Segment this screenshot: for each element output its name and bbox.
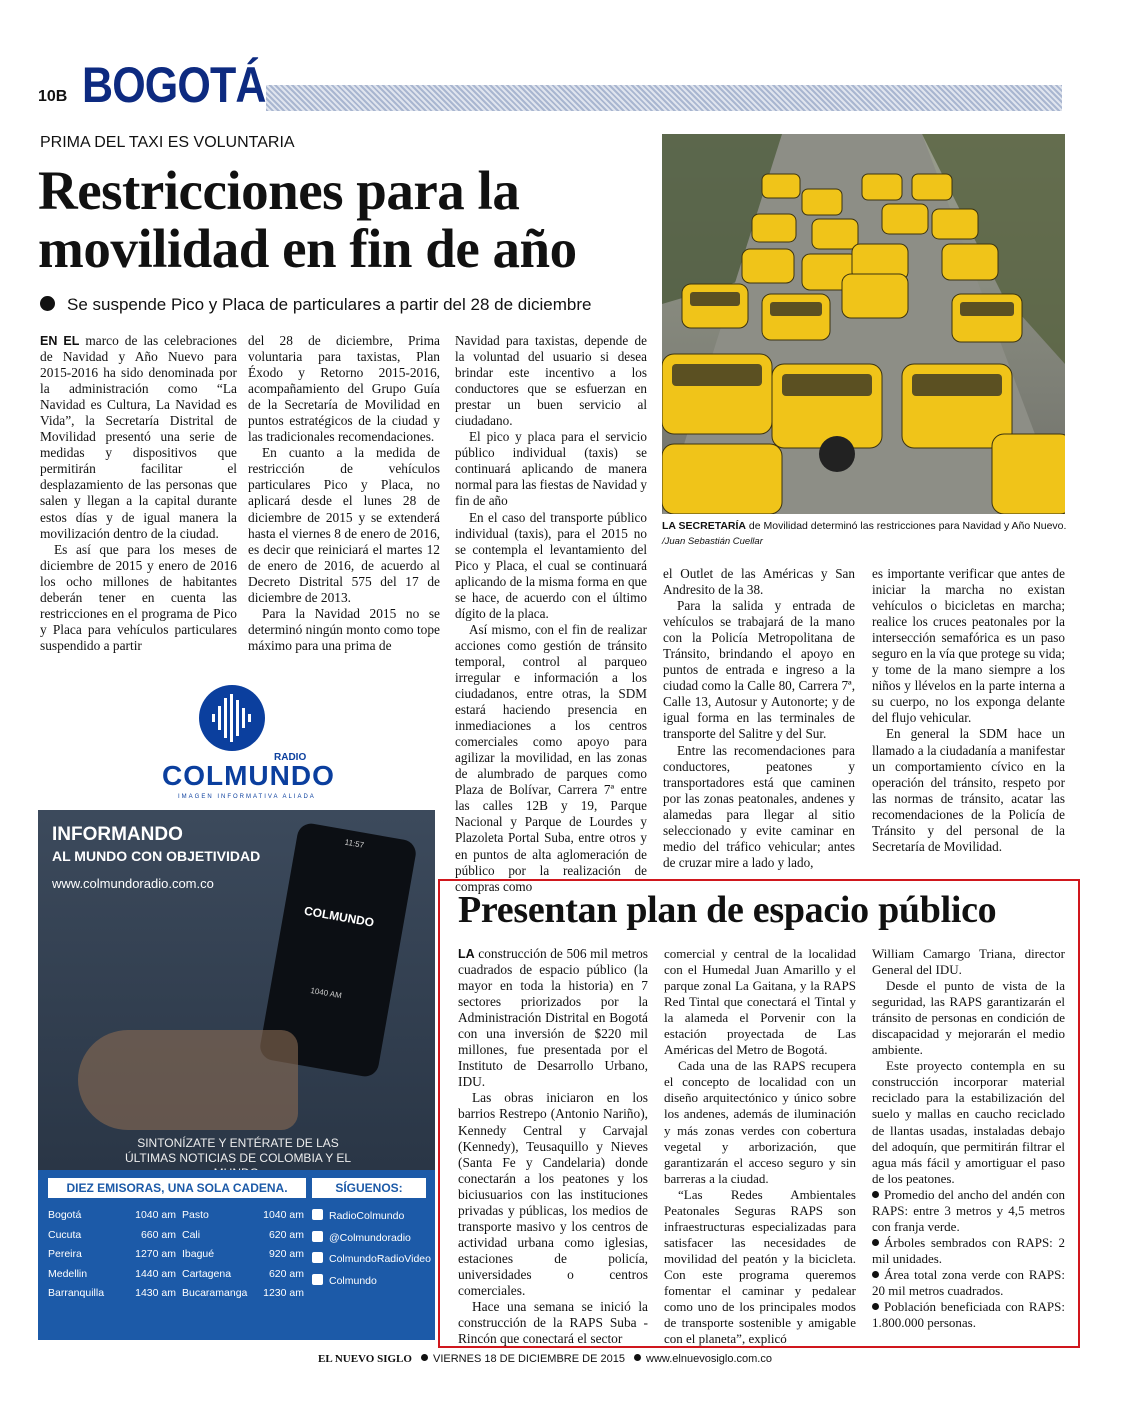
- ad-slogan: SINTONÍZATE Y ENTÉRATE DE LAS ÚLTIMAS NOTICIAS DE COLOMBIA Y EL: [124, 1136, 352, 1165]
- bullet-dot-icon: [872, 1303, 879, 1310]
- social-item[interactable]: [312, 1228, 432, 1250]
- station-city: Cali: [182, 1228, 201, 1241]
- paragraph: Así mismo, con el fin de realizar acciones como gestión de tránsito temporal, control al parqueo irregular e información a los ciudadanos, entre otras, la SDM estará haciendo presencia en inmediaciones a los centros comerciales como apoyo para agilizar la movilidad, en las zonas de alumbrado de parques como Plaza de Bolívar, Carrera 7ª entre las calles 12B y 19, Parque Nacional y Parque de Lourdes y Plazoleta Portal Suba, entre otros y en puntos de alta aglomeración de público por la realización de compras como: [455, 621, 647, 894]
- ad-url[interactable]: www.colmundoradio.com.co: [52, 876, 214, 891]
- box-article-title: Presentan plan de espacio público: [458, 889, 997, 931]
- phone-frequency: 1040 AM: [309, 985, 343, 1001]
- station-city: Pasto: [182, 1209, 209, 1221]
- header-pattern-band: [266, 85, 1062, 111]
- fact-bullet: Árboles sembrados con RAPS: 2 mil unidades.: [872, 1234, 1065, 1266]
- paragraph: El pico y placa para el servicio público individual (taxis) se continuará aplicando de manera normal para las fiestas de Navidad y fin de año: [455, 429, 647, 509]
- phone-brand: COLMUNDO: [303, 903, 376, 930]
- article-column-5: [872, 566, 1065, 855]
- subheadline-text: Se suspende Pico y Placa de particulares a partir del 28 de diciembre: [67, 295, 592, 314]
- colmundo-ad[interactable]: [38, 660, 435, 1340]
- article-column-2: [248, 333, 440, 654]
- station-city: Cucuta: [48, 1228, 82, 1241]
- phone-time: 11:57: [344, 837, 365, 850]
- hand-image: [78, 1030, 298, 1130]
- facebook-icon: [312, 1209, 323, 1220]
- footer-dot-icon: [634, 1354, 641, 1361]
- paragraph: En cuanto a la medida de restricción de vehículos particulares Pico y Placa, no aplicará desde el lunes 28 de diciembre de 2015 y se extenderá hasta el viernes 8 de enero de 2016, es decir que reiniciará el martes 12 de enero de 2016, de acuerdo al Decreto Distrital 575 del 17 de diciembre de 2013.: [248, 445, 440, 605]
- ad-logo-panel: [38, 660, 435, 810]
- box-column-2: [664, 946, 856, 1347]
- page-number: 10B: [38, 88, 68, 105]
- paragraph: En el caso del transporte público individual (taxis), para el 2015 no se contempla el levantamiento del Pico y Placa, el cual se continuará aplicando de la misma forma en que se hace, de acuerdo con el último dígito de la placa.: [455, 509, 647, 621]
- paragraph: Navidad para taxistas, depende de la voluntad del usuario si desea brindar este incentivo a los conductores que se esfuerzan en prestar un buen servicio al ciudadano.: [455, 333, 647, 429]
- station-row: [48, 1265, 308, 1285]
- article-column-1: [40, 333, 237, 654]
- station-row: [48, 1206, 308, 1226]
- lead-word: LA: [458, 947, 475, 961]
- article-kicker: PRIMA DEL TAXI ES VOLUNTARIA: [40, 134, 295, 151]
- station-freq: 620 am: [268, 1267, 304, 1280]
- station-city: Ibagué: [182, 1248, 215, 1260]
- fact-bullet: Promedio del ancho del andén con RAPS: entre 3 metros y 4,5 metros con franja verde.: [872, 1186, 1065, 1234]
- social-list: [312, 1206, 432, 1292]
- paragraph: Cada una de las RAPS recupera el concepto de localidad con un diseño arquitectónico y único sobre los andenes, además de iluminación y más zonas verdes con cobertura vegetal y arborización, que garantizarán el acceso seguro y sin barreras a la ciudad.: [664, 1058, 856, 1186]
- paragraph: Hace una semana se inició la construcción de la RAPS Suba - Rincón que conectará el sector: [458, 1299, 648, 1347]
- bullet-dot-icon: [872, 1239, 879, 1246]
- ad-brand-tagline: IMAGEN INFORMATIVA ALIADA: [178, 794, 316, 800]
- footer-dot-icon: [421, 1354, 428, 1361]
- photo-caption: LA SECRETARÍA de Movilidad determinó las restricciones para Navidad y Año Nuevo. /Juan Sebastián Cuellar: [662, 520, 1067, 547]
- station-freq: 1430 am: [135, 1287, 176, 1299]
- paragraph: Para la salida y entrada de vehículos se trabajará de la mano con la Policía Metropolitana de Tránsito, brindando el apoyo en puntos de entrada e ingreso a la ciudad como la Calle 80, Carrera 7ª, Calle 13, Autosur y Autonorte; y de igual forma en las terminales de transporte del Salitre y del Sur.: [663, 598, 855, 742]
- paragraph: Entre las recomendaciones para conductores, peatones y transportadores está que caminen por las zonas peatonales, andenes y alamedas para llegar al sitio seleccionado y evite caminar en medio del tráfico vehicular; antes de cruzar mire a lado y lado,: [663, 742, 855, 870]
- box-column-3: [872, 946, 1065, 1331]
- bullet-dot-icon: [872, 1271, 879, 1278]
- article-headline: Restricciones para la movilidad en fin de año: [38, 160, 577, 279]
- station-city: Bogotá: [48, 1209, 82, 1221]
- paragraph: el Outlet de las Américas y San Andresito de la 38.: [663, 566, 855, 598]
- section-title: BOGOTÁ: [82, 57, 266, 113]
- station-city: Cartagena: [182, 1267, 232, 1280]
- ad-headline-2: AL MUNDO CON OBJETIVIDAD: [52, 848, 261, 864]
- lead-word: EN EL: [40, 334, 80, 348]
- bullet-dot-icon: [872, 1191, 879, 1198]
- social-label: Colmundo: [329, 1274, 377, 1287]
- social-item[interactable]: [312, 1206, 432, 1228]
- station-freq: 1040 am: [135, 1209, 176, 1221]
- youtube-icon: [312, 1252, 323, 1263]
- follow-title: SÍGUENOS:: [312, 1178, 426, 1198]
- social-label: RadioColmundo: [329, 1210, 405, 1222]
- station-freq: 1230 am: [263, 1287, 304, 1299]
- footer-website[interactable]: www.elnuevosiglo.com.co: [646, 1353, 772, 1365]
- paragraph: del 28 de diciembre, Prima voluntaria para taxistas, Plan Éxodo y Retorno 2015-2016, acompañamiento del Grupo Guía de la Secretaría de Movilidad en puntos estratégicos de la ciudad y las tradicionales recomendaciones.: [248, 333, 440, 445]
- station-freq: 1440 am: [135, 1267, 176, 1280]
- ad-headline-1: INFORMANDO: [52, 824, 183, 845]
- paragraph: EN EL marco de las celebraciones de Navidad y Año Nuevo para 2015-2016 ha sido denominada por la administración como “La Navidad es Cultura, La Navidad es Vida”, la Secretaría Distrital de Movilidad presentó una serie de medidas y dispositivos que permitirán facilitar el desplazamiento de las personas que salen y llegan a la capital durante estos días y de igual manera la movilización dentro de la ciudad.: [40, 333, 237, 541]
- footer-date: VIERNES 18 DE DICIEMBRE DE 2015: [432, 1353, 625, 1365]
- taxi-traffic-photo: [662, 134, 1065, 514]
- paragraph: “Las Redes Ambientales Peatonales Seguras RAPS son infraestructuras especializadas para satisfacer las necesidades de movilidad del peatón y la bicicleta. Con este programa queremos fomentar el caminar y pedalear como uno de los principales modos de transporte sostenible y amigable con el planeta”, explicó: [664, 1186, 856, 1347]
- paragraph: es importante verificar que antes de iniciar la marcha no existan vehículos o bicicletas en marcha; realice los cruces peatonales por la intersección semafórica es un paso seguro en la vía que protege su vida; y tome de la mano siempre a los niños y llévelos en la parte interna a su cuerpo, no los exponga delante del flujo vehicular.: [872, 566, 1065, 726]
- social-item[interactable]: [312, 1271, 432, 1293]
- fact-bullet: Población beneficiada con RAPS: 1.800.000 personas.: [872, 1299, 1065, 1331]
- article-column-3: [455, 333, 647, 895]
- paragraph: Las obras iniciaron en los barrios Restrepo (Antonio Nariño), Kennedy Central y Carvajal (Kennedy), Teusaquillo y Nieves (Santa Fe y Candelaria) donde conectarán a los peatones y los biciusuarios con las instituciones privadas y públicas, los medios de transporte masivo y los centros de actividad urbana como iglesias, estaciones de policía, universidades o centros comerciales.: [458, 1090, 648, 1298]
- footer-masthead: EL NUEVO SIGLO: [318, 1353, 412, 1365]
- station-row: [48, 1284, 308, 1304]
- ad-brand: COLMUNDO: [162, 760, 335, 791]
- station-city: Pereira: [48, 1248, 82, 1260]
- social-label: @Colmundoradio: [329, 1231, 411, 1244]
- station-freq: 1040 am: [263, 1209, 304, 1221]
- paragraph: LA construcción de 506 mil metros cuadrados de espacio público (la mayor en toda la historia) en 7 sectores priorizados por la Administración Distrital en Bogotá con una inversión de $220 mil millones, fue presentada por el Instituto de Desarrollo Urbano, IDU.: [458, 946, 648, 1090]
- station-freq: 920 am: [268, 1248, 304, 1260]
- photo-credit: /Juan Sebastián Cuellar: [662, 536, 763, 547]
- social-item[interactable]: [312, 1249, 432, 1271]
- article-subheadline: [40, 295, 650, 315]
- paragraph: William Camargo Triana, director General del IDU.: [872, 946, 1065, 978]
- article-column-4: [663, 566, 855, 871]
- station-freq: 620 am: [268, 1228, 304, 1241]
- skype-icon: [312, 1274, 323, 1285]
- twitter-icon: [312, 1231, 323, 1242]
- caption-lead: LA SECRETARÍA: [662, 520, 746, 532]
- paragraph: En general la SDM hace un llamado a la ciudadanía a manifestar un comportamiento cívico en la operación del tránsito, respeto por las normas de tránsito, acatar las recomendaciones de la Policía de Tránsito y del personal de la Secretaría de Movilidad.: [872, 726, 1065, 854]
- paragraph: Es así que para los meses de diciembre de 2015 y enero de 2016 los ocho millones de habitantes deberán tener en cuenta las restricciones en el programa de Pico y Placa para vehículos particulares suspendido a partir: [40, 541, 237, 653]
- paragraph: Desde el punto de vista de la seguridad, las RAPS garantizarán el tránsito de personas en condición de discapacidad y mejorarán el medio ambiente.: [872, 978, 1065, 1058]
- stations-list: [48, 1206, 308, 1304]
- paragraph: Este proyecto contempla en su construcción incorporar material reciclado para la estabilización del suelo y mallas en caucho reciclado de llantas usadas, instaladas debajo del adoquín, que permitirán filtrar el agua más fácil y amortiguar el paso de los peatones.: [872, 1058, 1065, 1186]
- box-column-1: [458, 946, 648, 1347]
- station-city: Barranquilla: [48, 1287, 105, 1299]
- colmundo-logo-icon: [198, 684, 266, 752]
- station-row: [48, 1245, 308, 1265]
- station-freq: 660 am: [140, 1228, 176, 1241]
- paragraph: comercial y central de la localidad con el Humedal Juan Amarillo y el parque zonal La Gaitana, y la RAPS Red Tintal que conectará el Tintal y la alameda el Porvenir con la estación proyectada de Las Américas del Metro de Bogotá.: [664, 946, 856, 1058]
- facts-list: [872, 1187, 1065, 1331]
- bullet-dot-icon: [40, 296, 55, 311]
- taxi-traffic-illustration: [662, 134, 1065, 514]
- social-label: ColmundoRadioVideo: [329, 1253, 431, 1265]
- page-footer: [318, 1353, 772, 1365]
- station-row: [48, 1226, 308, 1246]
- paragraph: Para la Navidad 2015 no se determinó ningún monto como tope máximo para una prima de: [248, 605, 440, 653]
- fact-bullet: Área total zona verde con RAPS: 20 mil metros cuadrados.: [872, 1266, 1065, 1298]
- stations-title: DIEZ EMISORAS, UNA SOLA CADENA.: [48, 1178, 306, 1198]
- ad-brand-small: RADIO: [274, 752, 307, 763]
- station-city: Bucaramanga: [182, 1287, 248, 1299]
- station-city: Medellin: [48, 1267, 88, 1280]
- station-freq: 1270 am: [135, 1248, 176, 1260]
